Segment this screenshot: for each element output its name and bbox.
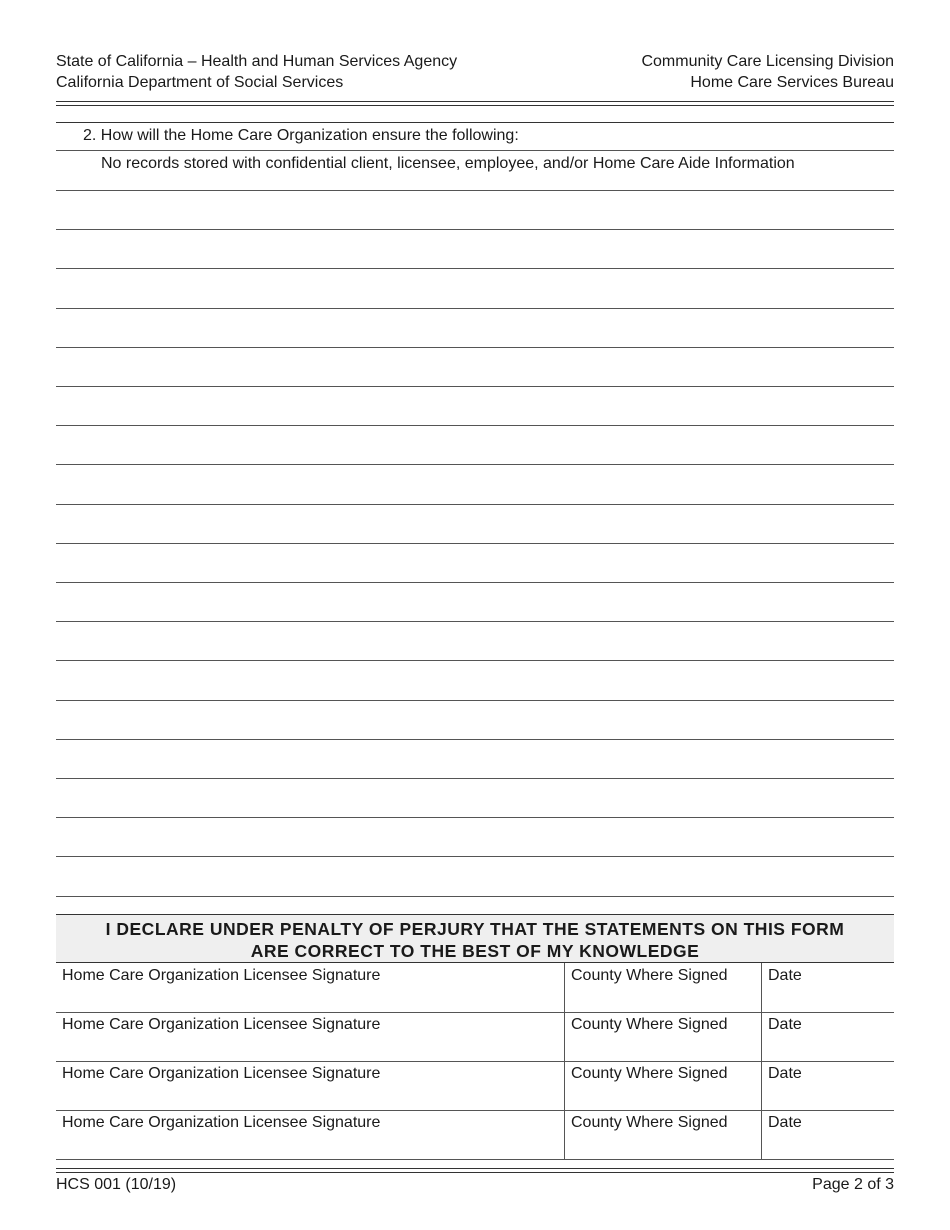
declaration-line-2: ARE CORRECT TO THE BEST OF MY KNOWLEDGE [250,941,700,961]
answer-line [56,425,894,426]
declaration-line-1: I DECLARE UNDER PENALTY OF PERJURY THAT THE STATEMENTS ON THIS FORM [105,919,845,939]
declaration-banner [56,914,894,963]
county-field[interactable]: County Where Signed [564,1012,761,1061]
answer-line [56,268,894,269]
header-rule-top [56,101,894,102]
answer-line [56,190,894,191]
agency-name: State of California – Health and Human Services Agency [56,53,458,70]
date-field[interactable]: Date [761,1110,894,1159]
form-id: HCS 001 (10/19) [56,1176,177,1193]
signature-row[interactable] [56,1110,894,1160]
answer-line [56,739,894,740]
question-top-rule [56,122,894,123]
bureau-name: Home Care Services Bureau [690,74,894,91]
signature-row[interactable] [56,1061,894,1111]
county-field[interactable]: County Where Signed [564,1061,761,1110]
question-item: No records stored with confidential client, licensee, employee, and/or Home Care Aide Information [101,155,795,172]
answer-line [56,856,894,857]
footer-rule-top [56,1168,894,1169]
signature-row[interactable] [56,1012,894,1062]
date-field[interactable]: Date [761,963,894,1012]
answer-line [56,504,894,505]
answer-line [56,543,894,544]
answer-line [56,621,894,622]
footer-rule-bottom [56,1172,894,1173]
division-name: Community Care Licensing Division [641,53,894,70]
answer-line [56,896,894,897]
division-header [641,51,894,93]
department-name: California Department of Social Services [56,74,344,91]
agency-header [56,51,457,93]
date-field[interactable]: Date [761,1012,894,1061]
header-rule-bottom [56,105,894,106]
answer-line [56,308,894,309]
answer-line [56,229,894,230]
answer-line [56,582,894,583]
answer-line [56,700,894,701]
signature-field[interactable]: Home Care Organization Licensee Signature [62,1065,381,1082]
county-field[interactable]: County Where Signed [564,1110,761,1159]
signature-row[interactable] [56,963,894,1013]
answer-line [56,347,894,348]
page-number: Page 2 of 3 [812,1176,894,1193]
answer-line [56,817,894,818]
question-divider [56,150,894,151]
signature-field[interactable]: Home Care Organization Licensee Signature [62,1114,381,1131]
date-field[interactable]: Date [761,1061,894,1110]
answer-line [56,386,894,387]
signature-field[interactable]: Home Care Organization Licensee Signature [62,967,381,984]
question-title: 2. How will the Home Care Organization ensure the following: [83,127,519,144]
answer-line [56,464,894,465]
signature-field[interactable]: Home Care Organization Licensee Signature [62,1016,381,1033]
county-field[interactable]: County Where Signed [564,963,761,1012]
answer-line [56,778,894,779]
answer-line [56,660,894,661]
